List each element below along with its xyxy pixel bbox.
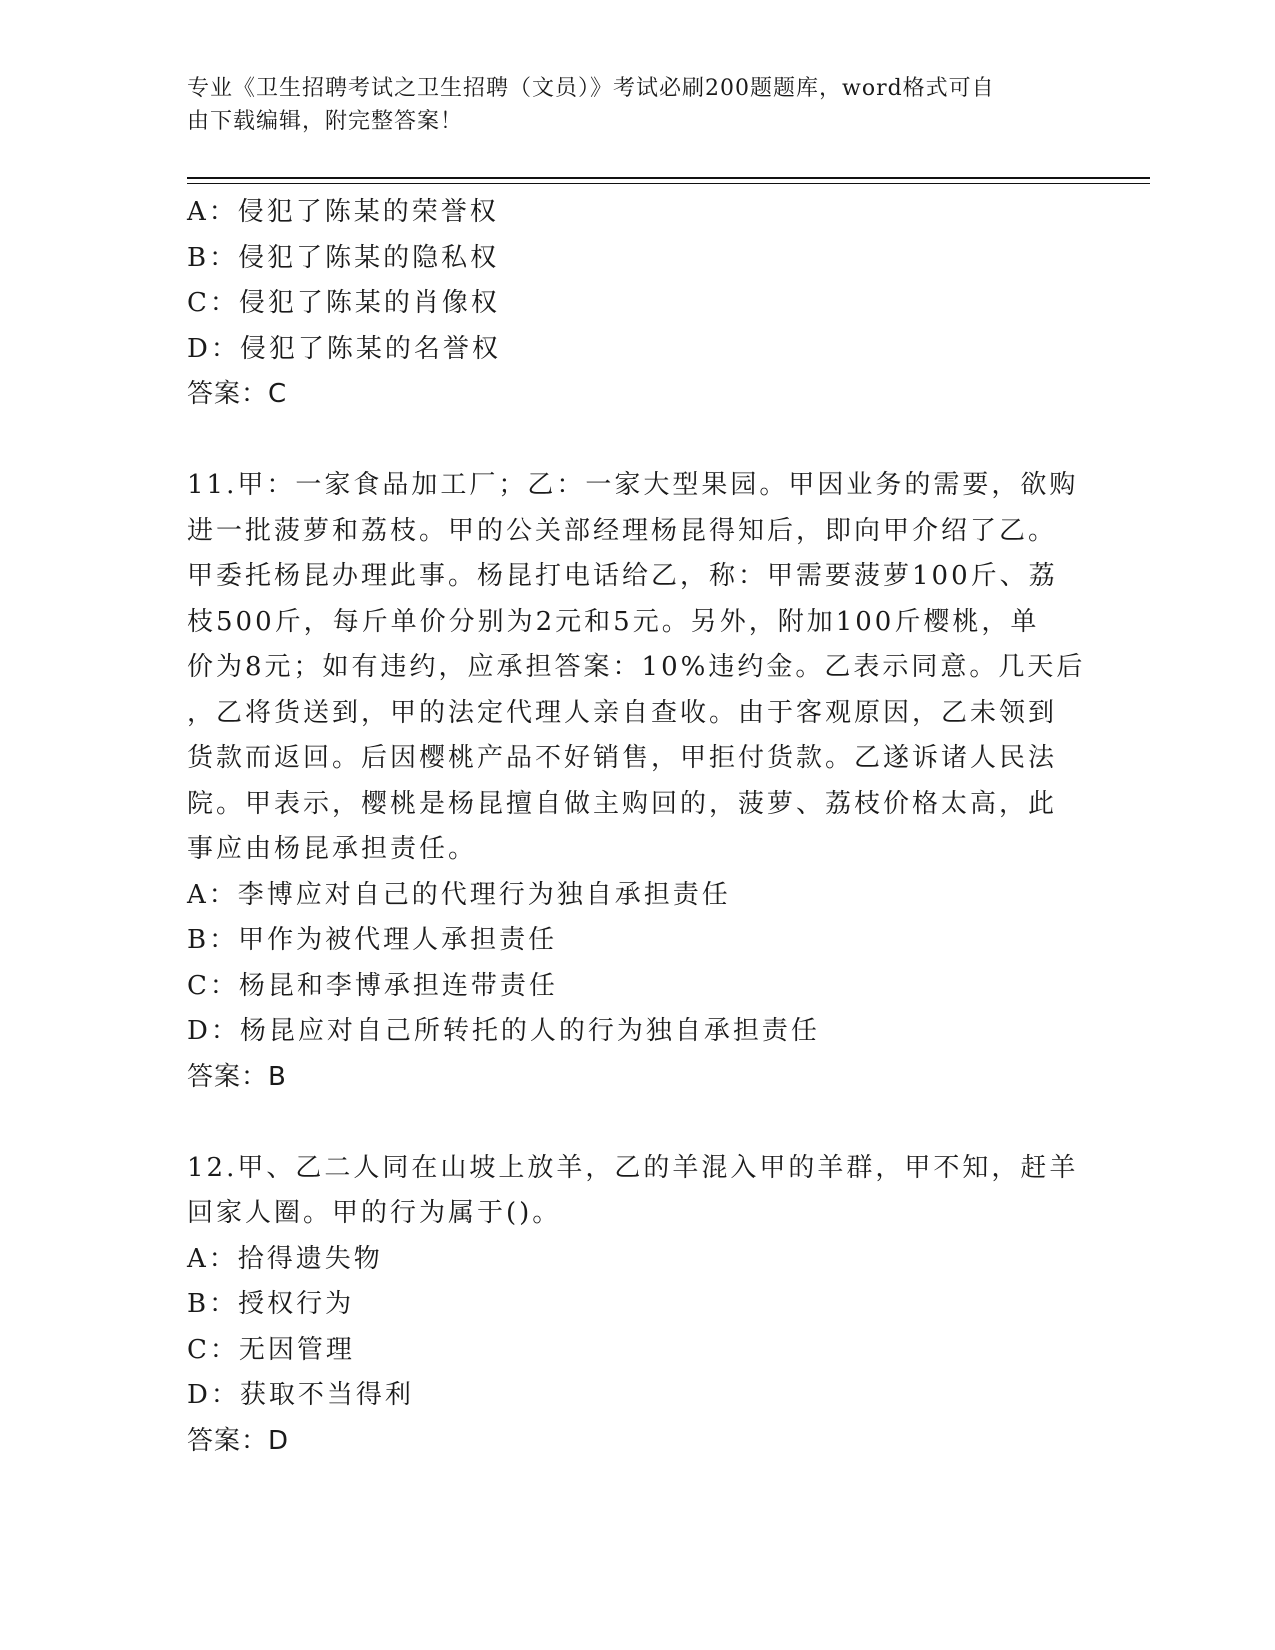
question-stem-line: 事应由杨昆承担责任。: [187, 834, 478, 864]
question-11: [187, 463, 1087, 1100]
answer-label: 答案：D: [187, 1425, 290, 1456]
header-divider-thick: [187, 177, 1150, 179]
question-stem-line: 枝500斤，每斤单价分别为2元和5元。另外，附加100斤樱桃，单: [187, 606, 1040, 637]
question-stem-line: 11.甲：一家食品加工厂；乙：一家大型果园。甲因业务的需要，欲购: [187, 470, 1079, 500]
question-spacer: [187, 418, 1087, 464]
question-stem-line: 进一批菠萝和荔枝。甲的公关部经理杨昆得知后，即向甲介绍了乙。: [187, 515, 1058, 546]
question-stem-line: 货款而返回。后因樱桃产品不好销售，甲拒付货款。乙遂诉诸人民法: [187, 743, 1058, 773]
option-a: A：李博应对自己的代理行为独自承担责任: [187, 879, 731, 910]
option-c: C：侵犯了陈某的肖像权: [187, 288, 500, 318]
question-stem-line: 回家人圈。甲的行为属于()。: [187, 1198, 562, 1228]
option-b: B：侵犯了陈某的隐私权: [187, 242, 500, 273]
question-stem-line: ，乙将货送到，甲的法定代理人亲自查收。由于客观原因，乙未领到: [187, 697, 1058, 728]
question-12: [187, 1146, 1087, 1465]
option-d: D：侵犯了陈某的名誉权: [187, 333, 501, 364]
header-line-1: 专业《卫生招聘考试之卫生招聘（文员）》考试必刷200题题库，word格式可自: [187, 76, 995, 101]
option-a: A：侵犯了陈某的荣誉权: [187, 197, 499, 227]
answer-label: 答案：C: [187, 379, 288, 409]
option-d: D：获取不当得利: [187, 1380, 414, 1410]
option-d: D：杨昆应对自己所转托的人的行为独自承担责任: [187, 1016, 820, 1046]
option-b: B：甲作为被代理人承担责任: [187, 925, 558, 955]
question-spacer: [187, 1100, 1087, 1146]
option-b: B：授权行为: [187, 1289, 355, 1319]
question-stem-line: 甲委托杨昆办理此事。杨昆打电话给乙，称：甲需要菠萝100斤、荔: [187, 561, 1058, 591]
question-10: [187, 190, 1087, 418]
option-c: C：杨昆和李博承担连带责任: [187, 970, 558, 1001]
document-header: [187, 72, 1067, 138]
question-stem-line: 价为8元；如有违约，应承担答案：10%违约金。乙表示同意。几天后: [187, 652, 1086, 682]
question-stem-line: 院。甲表示，樱桃是杨昆擅自做主购回的，菠萝、荔枝价格太高，此: [187, 788, 1058, 819]
answer-label: 答案：B: [187, 1061, 287, 1092]
header-divider-thin: [187, 183, 1150, 184]
header-line-2: 由下载编辑，附完整答案！: [187, 109, 464, 134]
option-c: C：无因管理: [187, 1334, 355, 1365]
question-content: [187, 190, 1087, 1464]
question-stem-line: 12.甲、乙二人同在山坡上放羊，乙的羊混入甲的羊群，甲不知，赶羊: [187, 1152, 1079, 1183]
option-a: A：拾得遗失物: [187, 1243, 383, 1274]
